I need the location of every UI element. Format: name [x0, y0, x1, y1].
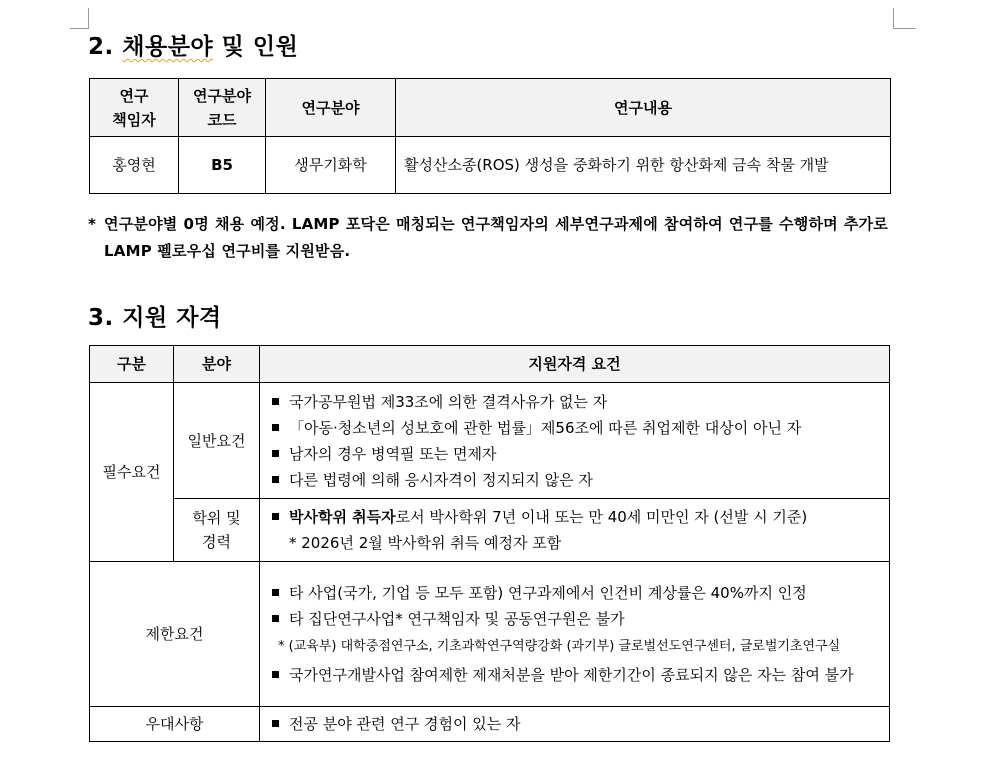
section-2-number: 2. [88, 34, 114, 60]
header-category: 구분 [90, 346, 174, 383]
page-corner-mark-right [893, 8, 916, 29]
section-2-title-part2: 및 인원 [213, 34, 299, 60]
table-row [90, 383, 890, 499]
cell-field-code: B5 [179, 137, 266, 194]
degree-emphasis: 박사학위 취득자 [289, 508, 396, 526]
square-bullet-icon [272, 398, 279, 405]
eligibility-table-header-row [90, 346, 890, 383]
square-bullet-icon [272, 513, 279, 520]
table-row [90, 562, 890, 707]
header-pi: 연구 책임자 [90, 79, 179, 137]
header-area: 분야 [174, 346, 260, 383]
note-asterisk: * [88, 215, 97, 233]
recruitment-note [88, 211, 888, 265]
cell-pi: 홍영현 [90, 137, 179, 194]
list-item: 다른 법령에 의해 응시자격이 정지되지 않은 자 [272, 467, 879, 493]
square-bullet-icon [272, 424, 279, 431]
header-content: 연구내용 [396, 79, 891, 137]
cell-content: 활성산소종(ROS) 생성을 중화하기 위한 항산화제 금속 착물 개발 [396, 137, 891, 194]
square-bullet-icon [272, 589, 279, 596]
eligibility-table [89, 345, 890, 742]
page-corner-mark-left [70, 8, 89, 29]
header-field: 연구분야 [266, 79, 396, 137]
list-item: 남자의 경우 병역필 또는 면제자 [272, 441, 879, 467]
degree-label: 학위 및 경력 [174, 499, 260, 562]
recruitment-table [89, 78, 891, 194]
list-item: 전공 분야 관련 연구 경험이 있는 자 [272, 711, 879, 737]
square-bullet-icon [272, 450, 279, 457]
square-bullet-icon [272, 671, 279, 678]
square-bullet-icon [272, 615, 279, 622]
degree-sub-note: * 2026년 2월 박사학위 취득 예정자 포함 [289, 534, 562, 552]
preference-label: 우대사항 [90, 707, 260, 742]
square-bullet-icon [272, 720, 279, 727]
cell-field: 생무기화학 [266, 137, 396, 194]
section-3-heading [88, 299, 222, 332]
general-requirements [260, 383, 890, 499]
list-item: 국가공무원법 제33조에 의한 결격사유가 없는 자 [272, 389, 879, 415]
mandatory-label: 필수요건 [90, 383, 174, 562]
general-label: 일반요건 [174, 383, 260, 499]
note-text: 연구분야별 0명 채용 예정. LAMP 포닥은 매칭되는 연구책임자의 세부연구과제에 참여하여 연구를 수행하며 추가로 LAMP 펠로우십 연구비를 지원받음. [104, 215, 888, 260]
section-2-heading [88, 28, 298, 61]
degree-requirements [260, 499, 890, 562]
list-item: 박사학위 취득자로서 박사학위 7년 이내 또는 만 40세 미만인 자 (선발 시 기준) [272, 504, 879, 530]
recruitment-table-header-row [90, 79, 891, 137]
square-bullet-icon [272, 476, 279, 483]
section-3-title: 지원 자격 [122, 305, 222, 331]
restriction-footnote: * (교육부) 대학중점연구소, 기초과학연구역량강화 (과기부) 글로벌선도연구센터, 글로벌기초연구실 [278, 639, 841, 654]
header-field-code: 연구분야 코드 [179, 79, 266, 137]
list-item: 「아동·청소년의 성보호에 관한 법률」제56조에 따른 취업제한 대상이 아닌 자 [272, 415, 879, 441]
table-row [90, 499, 890, 562]
list-item: 국가연구개발사업 참여제한 제재처분을 받아 제한기간이 종료되지 않은 자는 참여 불가 [272, 662, 879, 688]
preference-requirements [260, 707, 890, 742]
restriction-requirements [260, 562, 890, 707]
restriction-label: 제한요건 [90, 562, 260, 707]
list-item: 타 사업(국가, 기업 등 모두 포함) 연구과제에서 인건비 계상률은 40%까지 인정 [272, 580, 879, 606]
header-requirements: 지원자격 요건 [260, 346, 890, 383]
section-2-title-part1: 채용분야 [122, 34, 214, 60]
table-row [90, 707, 890, 742]
list-item: 타 집단연구사업* 연구책임자 및 공동연구원은 불가 [272, 606, 879, 632]
table-row [90, 137, 891, 194]
section-3-number: 3. [88, 305, 114, 331]
